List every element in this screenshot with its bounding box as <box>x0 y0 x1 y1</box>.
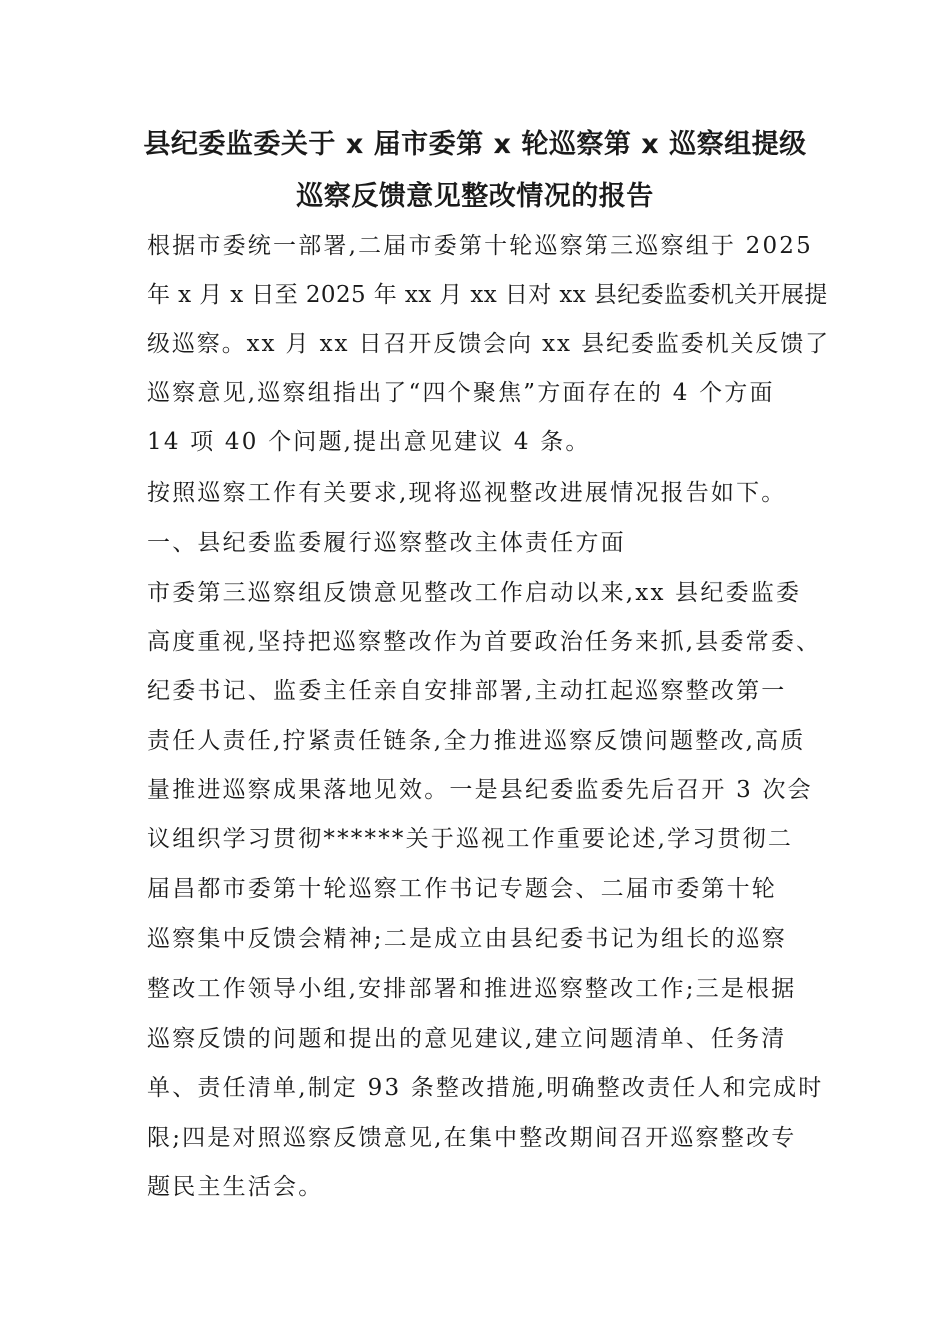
body-line: 14 项 40 个问题,提出意见建议 4 条。 <box>147 429 591 455</box>
body-line: 巡察反馈的问题和提出的意见建议,建立问题清单、任务清 <box>147 1026 787 1052</box>
body-line: 级巡察。xx 月 xx 日召开反馈会向 xx 县纪委监委机关反馈了 <box>147 331 831 357</box>
body-line: 议组织学习贯彻******关于巡视工作重要论述,学习贯彻二 <box>147 826 794 852</box>
body-line: 高度重视,坚持把巡察整改作为首要政治任务来抓,县委常委、 <box>147 629 822 655</box>
body-line: 纪委书记、监委主任亲自安排部署,主动扛起巡察整改第一 <box>147 678 787 704</box>
body-line: 量推进巡察成果落地见效。一是县纪委监委先后召开 3 次会 <box>147 777 813 803</box>
section-heading: 一、县纪委监委履行巡察整改主体责任方面 <box>147 530 626 556</box>
body-line: 巡察意见,巡察组指出了“四个聚焦”方面存在的 4 个方面 <box>147 380 775 406</box>
body-line: 巡察集中反馈会精神;二是成立由县纪委书记为组长的巡察 <box>147 926 787 952</box>
body-line: 市委第三巡察组反馈意见整改工作启动以来,xx 县纪委监委 <box>147 580 802 606</box>
document-title-line-2: 巡察反馈意见整改情况的报告 <box>296 181 654 212</box>
body-line: 根据市委统一部署,二届市委第十轮巡察第三巡察组于 2025 <box>147 233 813 259</box>
document-title-line-1: 县纪委监委关于 x 届市委第 x 轮巡察第 x 巡察组提级 <box>143 129 807 160</box>
body-line: 按照巡察工作有关要求,现将巡视整改进展情况报告如下。 <box>147 480 787 506</box>
body-line: 单、责任清单,制定 93 条整改措施,明确整改责任人和完成时 <box>147 1075 824 1101</box>
body-line: 年 x 月 x 日至 2025 年 xx 月 xx 日对 xx 县纪委监委机关开展提 <box>147 282 828 308</box>
body-line: 责任人责任,拧紧责任链条,全力推进巡察反馈问题整改,高质 <box>147 728 806 754</box>
body-line: 限;四是对照巡察反馈意见,在集中整改期间召开巡察整改专 <box>147 1125 797 1151</box>
body-line: 题民主生活会。 <box>147 1174 324 1200</box>
body-line: 整改工作领导小组,安排部署和推进巡察整改工作;三是根据 <box>147 976 797 1002</box>
body-line: 届昌都市委第十轮巡察工作书记专题会、二届市委第十轮 <box>147 876 777 902</box>
